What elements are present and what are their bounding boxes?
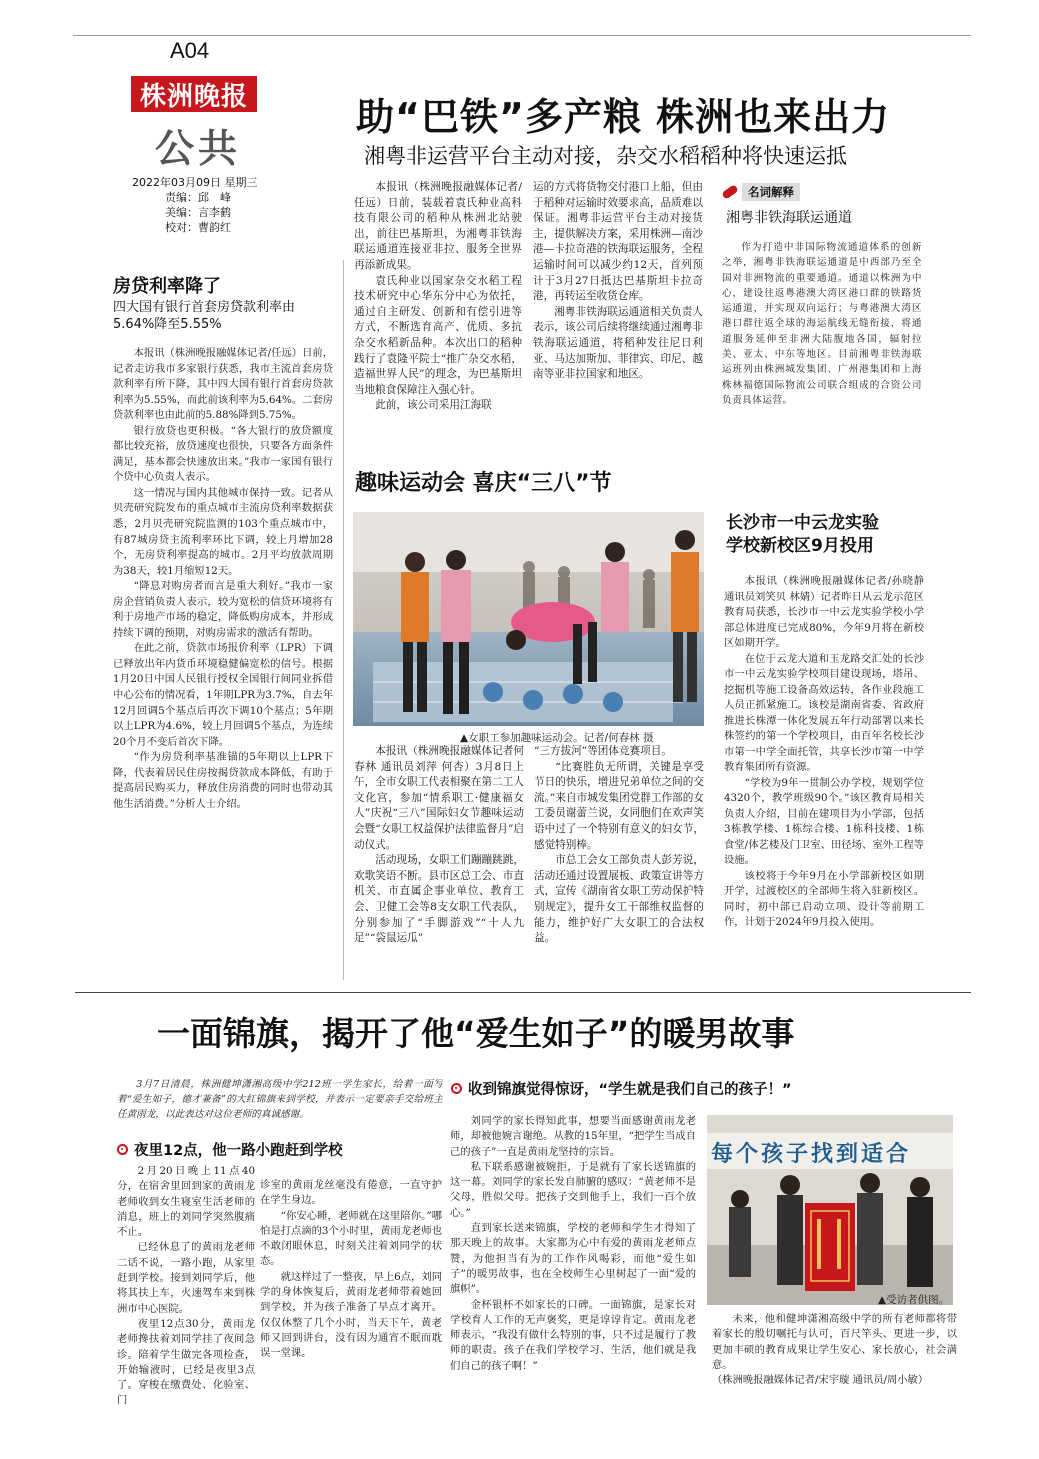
sports-para: “三方拔河”等团体竞赛项目。 xyxy=(534,745,672,757)
sports-photo-image xyxy=(353,512,704,726)
bottom-para: 金杯银杯不如家长的口碑。一面锦旗，是家长对学校育人工作的无声褒奖，更是谆谆肯定。黄雨龙老师表示，“我没有做什么特别的事，只不过是履行了教师的职责。孩子在我们学校学习、生活，他们就是我们自己的孩子啊！” xyxy=(450,1298,696,1372)
paper-logo xyxy=(131,76,257,112)
top-rule xyxy=(73,35,971,36)
school-para: 在位于云龙大道和玉龙路交汇处的长沙市一中云龙实验学校项目建设现场，塔吊、挖掘机等施工设备高效运转，各作业段施工人员正抓紧施工。该校是湖南省委、省政府推进长株潭一体化发展五年行动部署以来长株签约的第一个学校项目，由百年名校长沙市第一中学全面托管，共享长沙市第一中学教育集团所有资源。 xyxy=(724,652,924,773)
glossary-tag-label: 名词解释 xyxy=(742,183,800,201)
paper-logo-text: 株洲晚报 xyxy=(139,81,248,112)
section-1-heading xyxy=(117,1139,343,1160)
bottom-para: 未来，他和健坤潇湘高级中学的所有老师都将带着家长的殷切嘱托与认可，百尺竿头、更进一步，以更加丰硕的教育成果让学生安心、家长放心，社会满意。 xyxy=(712,1313,957,1371)
column-rule xyxy=(343,260,344,980)
school-headline-line-1: 长沙市一中云龙实验 xyxy=(726,513,879,533)
bottom-para: 私下联系感谢被婉拒，于是就有了家长送锦旗的这一幕。刘同学的家长发自肺腑的感叹：“黄老师不是父母，胜似父母。把孩子交到他手上，我们一百个放心。” xyxy=(450,1160,696,1219)
school-para: 本报讯（株洲晚报融媒体记者/孙晓静 通讯员刘笑贝 林婧）记者昨日从云龙示范区教育局获悉，长沙市一中云龙实验学校小学部总体进度已完成80%，今年9月将在新校区如期开学。 xyxy=(724,575,924,649)
sports-para: “比赛胜负无所谓，关键是享受节日的快乐，增进兄弟单位之间的交流。”来自市城发集团党群工作部的女工委员谢蕾兰说，女同胞们在欢声笑语中过了一个特别有意义的妇女节，感觉特别棒。 xyxy=(534,760,704,851)
sports-photo-caption: ▲女职工参加趣味运动会。记者/何春林 摄 xyxy=(460,732,654,744)
lead-para: 袁氏种业以国家杂交水稻工程技术研究中心华东分中心为依托，通过自主研发、创新和有偿引进等方式，不断选育高产、优质、多抗杂交水稻新品种。本次出口的稻种践行了袁隆平院士“推广杂交水稻，造福世界人民”的理念，为巴基斯坦当地粮食保障注入强心针。 xyxy=(354,274,522,396)
section-2-heading-text: 收到锦旗觉得惊讶，“学生就是我们自己的孩子！” xyxy=(468,1082,792,1098)
sports-para: 活动现场，女职工们蹦蹦跳跳，欢歌笑语不断。县市区总工会、市直机关、市直属企事业单位、教育工会、卫健工会等8支女职工代表队，分别参加了“手脚游戏”“十人九足”“袋鼠运瓜” xyxy=(354,854,524,945)
bottom-story-rule xyxy=(75,992,971,993)
section-2-heading xyxy=(451,1078,792,1099)
sports-headline: 趣味运动会 喜庆“三八”节 xyxy=(355,471,612,496)
bottom-s2-col xyxy=(450,1114,696,1438)
lead-para: 本报讯（株洲晚报融媒体记者/任远）日前，装载着袁氏种业高科技有限公司的稻种从株洲北站驶出，前往巴基斯坦，为湘粤非铁海联运通道连接亚非拉、服务全世界再添新成果。 xyxy=(354,181,522,271)
bottom-para: 就这样过了一整夜，早上6点，刘同学的身体恢复后，黄雨龙老师带着她回到学校，并为孩子准备了早点才离开。仅仅休整了几个小时，当天下午，黄老师又回到讲台，没有因为通宵不眠而耽误一堂课。 xyxy=(260,1270,442,1360)
school-headline-line-2: 学校新校区9月投用 xyxy=(726,536,874,556)
lead-para: 湘粤非铁海联运通道相关负责人表示，该公司后续将继续通过湘粤非铁海联运通道，将稻种发往尼日利亚、马达加斯加、菲律宾、印尼、越南等亚非拉国家和地区。 xyxy=(533,305,703,381)
bottom-headline: 一面锦旗，揭开了他“爱生如子”的暖男故事 xyxy=(157,1014,795,1053)
art-editor: 美编：言李鹤 xyxy=(165,206,231,219)
bullet-icon xyxy=(117,1144,128,1155)
bullet-icon xyxy=(451,1083,462,1094)
lead-para: 此前，该公司采用江海联 xyxy=(375,399,492,412)
page-number: A04 xyxy=(170,38,210,63)
glossary-heading: 湘粤非铁海联运通道 xyxy=(726,210,852,226)
mortgage-para: 本报讯（株洲晚报融媒体记者/任远）日前，记者走访我市多家银行获悉，我市主流首套房贷款利率有所下降，其中四大国有银行首套房贷款利率为5.55%，而此前该利率为5.64%。二套房贷款利率也由此前的5.88%降到5.75%。 xyxy=(113,347,333,422)
sports-para: 本报讯（株洲晚报融媒体记者何春林 通讯员刘萍 何杏）3月8日上午，全市女职工代表相聚在第二工人文化宫，参加“情系职工·健康福女人”庆祝“三八”国际妇女节趣味运动会暨“女职工权益保护法律监督月”启动仪式。 xyxy=(354,745,524,851)
mortgage-para: “作为房贷利率基准锚的5年期以上LPR下降，代表着居民住房按揭贷款成本降低，有助于提高居民购买力，释放住房消费的同时也带动其他生活消费。”分析人士介绍。 xyxy=(113,751,333,810)
bottom-intro xyxy=(117,1077,443,1127)
bottom-para: 夜里12点30分，黄雨龙老师搀扶着刘同学挂了夜间急诊。陪着学生做完各项检查，开始输液时，已经是夜里3点了。穿梭在缴费处、化验室、门 xyxy=(117,1317,255,1407)
lead-col-1 xyxy=(354,180,522,462)
glossary-text xyxy=(722,240,922,462)
mortgage-headline: 房贷利率降了 xyxy=(113,276,221,297)
mortgage-subheadline: 四大国有银行首套房贷款利率由5.64%降至5.55% xyxy=(113,300,296,332)
mortgage-para: 这一情况与国内其他城市保持一致。记者从贝壳研究院发布的重点城市主流房贷利率数据获悉，2月贝壳研究院监测的103个重点城市中，有87城房贷主流利率环比下调，较上月增加28个，无房贷利率提高的城市。2月平均放款周期为38天，较1月缩短12天。 xyxy=(113,486,333,577)
sports-col-1 xyxy=(354,744,524,976)
proofreader: 校对：曹韵红 xyxy=(165,221,231,234)
section-1-heading-text: 夜里12点，他一路小跑赶到学校 xyxy=(134,1143,343,1159)
sports-photo xyxy=(353,512,704,726)
section-name: 公共 xyxy=(155,126,242,172)
bottom-para: 已经休息了的黄雨龙老师二话不说，一路小跑，从家里赶到学校。接到刘同学后，他将其扶上车，火速驾车来到株洲市中心医院。 xyxy=(117,1241,255,1315)
mortgage-body xyxy=(113,346,333,982)
bottom-para: 直到家长送来锦旗，学校的老师和学生才得知了那天晚上的故事。大家都为心中有爱的黄雨龙老师点赞，为他担当有为的工作作风喝彩，而他“爱生如子”的暖男故事，也在全校师生心里树起了一面“爱的旗帜”。 xyxy=(450,1222,696,1296)
bottom-closing xyxy=(712,1312,957,1408)
bottom-para: 诊室的黄雨龙丝毫没有倦意，一直守护在学生身边。 xyxy=(260,1179,442,1207)
lead-col-2 xyxy=(533,180,703,462)
bottom-para: 2月20日晚上11点40分，在宿舍里回到家的黄雨龙老师收到女生寝室生活老师的消息，班上的刘同学突然腹痛不止。 xyxy=(117,1165,255,1239)
pen-icon xyxy=(721,184,739,200)
school-body xyxy=(724,574,924,976)
banner-board-text: 每个孩子找到适合 xyxy=(711,1142,912,1167)
bottom-para: 刘同学的家长得知此事，想要当面感谢黄雨龙老师，却被他婉言谢绝。从教的15年里，“把学生当成自己的孩子”一直是黄雨龙坚持的宗旨。 xyxy=(450,1115,696,1158)
bottom-s1-col-2 xyxy=(260,1178,442,1434)
bottom-s1-col-1 xyxy=(117,1164,255,1434)
bottom-intro-para: 3月7日清晨，株洲健坤潇湘高级中学212班一学生家长，给着一面写着“爱生如子，德才兼备”的大红锦旗来到学校，并表示一定要亲手交给班主任黄雨龙，以此表达对这位老师的真诚感谢。 xyxy=(117,1079,443,1120)
glossary-tag xyxy=(722,183,800,201)
issue-date: 2022年03月09日 星期三 xyxy=(132,176,258,189)
mortgage-para: “降息对购房者而言是重大利好。”我市一家房企营销负责人表示，较为宽松的信贷环境将有利于房地产市场的稳定，降低购房成本，并形成持续下调的预期，对购房需求的激活有帮助。 xyxy=(113,580,333,639)
lead-subheadline: 湘粤非运营平台主动对接，杂交水稻稻种将快速运抵 xyxy=(364,144,847,168)
banner-photo xyxy=(707,1115,953,1305)
banner-photo-caption: ▲受访者供图。 xyxy=(878,1294,950,1306)
mortgage-para: 银行放贷也更积极。“各大银行的放贷额度都比较充裕，放贷速度也很快，只要各方面条件满足，基本都会快速放出来。”我市一家国有银行个贷中心负责人表示。 xyxy=(113,424,333,484)
editor: 责编：邱 峰 xyxy=(165,191,231,204)
glossary-para: 作为打造中非国际物流通道体系的创新之举，湘粤非铁海联运通道是中西部乃至全国对非洲物流的重要通道。通道以株洲为中心，建设往返粤港澳大湾区港口群的铁路货运通道，并实现双向运行；与粤港澳大湾区港口群往返全球的海运航线无缝衔接，将通道服务延伸至非洲大陆腹地各国，辐射拉美、亚太、中东等地区。目前湘粤非铁海联运班列由株洲城发集团、广州港集团和上海株林福德国际物流公司联合组成的合资公司负责具体运营。 xyxy=(722,242,922,406)
school-para: “学校为9年一贯制公办学校，规划学位4320个，教学班级90个。”该区教育局相关负责人介绍，目前在建项目为小学部，包括3栋教学楼、1栋综合楼、1栋科技楼、1栋食堂/体艺楼及门卫室、田径场、室外工程等设施。 xyxy=(724,776,924,866)
bottom-byline: （株洲晚报融媒体记者/宋宇璇 通讯员/周小敏） xyxy=(712,1374,929,1387)
school-para: 该校将于今年9月在小学部新校区如期开学，过渡校区的全部师生将入驻新校区。同时，初中部已启动立项、设计等前期工作，计划于2024年9月投入使用。 xyxy=(724,869,924,928)
lead-headline: 助“巴铁”多产粮 株洲也来出力 xyxy=(356,95,891,139)
bottom-para: “你安心睡，老师就在这里陪你。”哪怕是打点滴的3个小时里，黄雨龙老师也不敢闭眼休息，时刻关注着刘同学的状态。 xyxy=(260,1209,442,1268)
sports-para: 市总工会女工部负责人彭芳说，活动还通过设置展板、政策宣讲等方式，宣传《湖南省女职工劳动保护特别规定》，提升女工干部维权监督的能力，维护好广大女职工的合法权益。 xyxy=(534,854,704,945)
mortgage-para: 在此之前，贷款市场报价利率（LPR）下调已释放出年内货币环境稳健偏宽松的信号。根据1月20日中国人民银行授权全国银行间同业拆借中心公布的情况看，1年期LPR为3.7%，自去年12月回调5个基点后再次下调10个基点；5年期以上LPR为4.6%，较上月回调5个基点，为连续20个月不变后首次下降。 xyxy=(113,642,333,748)
lead-para: 运的方式将货物交付港口上船，但由于稻种对运输时效要求高，品质难以保证。湘粤非运营平台主动对接货主，提供解决方案，采用株洲—南沙港—卡拉奇港的铁海联运服务，全程运输时间可以减少约12天，首列预计于3月27日抵达巴基斯坦卡拉奇港，再转运至收货仓库。 xyxy=(533,181,703,303)
sports-col-2 xyxy=(534,744,704,976)
